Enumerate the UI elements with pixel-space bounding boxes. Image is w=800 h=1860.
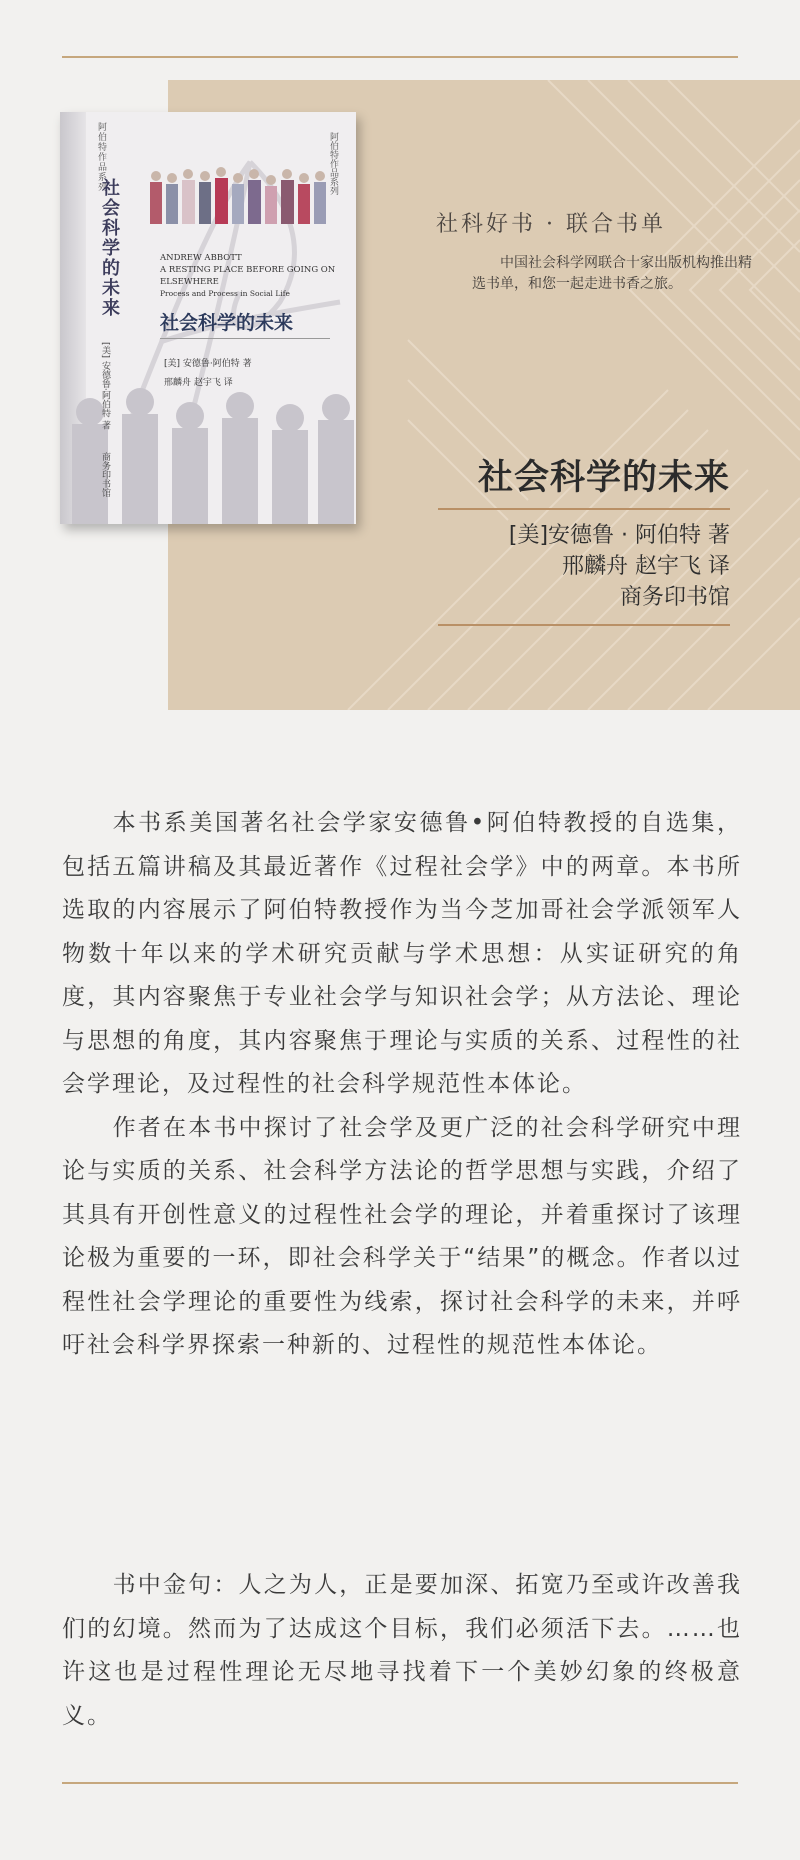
- book-meta: [438, 520, 730, 613]
- book-title: 社会科学的未来: [477, 458, 730, 498]
- book-series-vertical: 阿伯特作品系列: [96, 122, 106, 192]
- meta-rule: [438, 624, 730, 626]
- book-subtitle-en: Process and Process in Social Life: [160, 289, 290, 298]
- book-author-en: ANDREW ABBOTT: [160, 253, 242, 263]
- top-divider: [62, 56, 738, 58]
- book-translator-zh: 邢麟舟 赵宇飞 译: [164, 378, 233, 388]
- book-title-en: A RESTING PLACE BEFORE GOING ON ELSEWHERE: [160, 265, 336, 287]
- book-author-zh: [美] 安德鲁·阿伯特 著: [164, 359, 252, 369]
- book-series-right: 阿伯特作品系列: [328, 132, 338, 195]
- book-cover: [60, 112, 356, 524]
- people-illustration: [150, 162, 330, 252]
- series-heading: [436, 207, 756, 238]
- quote-paragraph: 书中金句：人之为人，正是要加深、拓宽乃至或许改善我们的幻境。然而为了达成这个目标，我们必须活下去。……也许这也是过程性理论无尽地寻找着下一个美妙幻象的终极意义。: [62, 1572, 742, 1729]
- description-paragraph-2: 作者在本书中探讨了社会学及更广泛的社会科学研究中理论与实质的关系、社会科学方法论的哲学思想与实践，介绍了其具有开创性意义的过程性社会学的理论，并着重探讨了该理论极为重要的一环，即社会科学关于“结果”的概念。作者以过程性社会学理论的重要性为线索，探讨社会科学的未来，并呼吁社会科学界探索一种新的、过程性的规范性本体论。: [62, 1114, 742, 1358]
- book-author-vertical: [美] 安德鲁·阿伯特 著: [100, 342, 110, 430]
- book-description: [62, 802, 742, 1368]
- golden-quote: [62, 1564, 742, 1738]
- book-translator: 邢麟舟 赵宇飞 译: [562, 554, 730, 579]
- book-publisher-vertical: 商务印书馆: [100, 452, 110, 497]
- bottom-divider: [62, 1782, 738, 1784]
- book-title-rule: [160, 338, 330, 339]
- series-label: 社科好书 · 联合书单: [436, 212, 666, 237]
- title-rule: [438, 508, 730, 510]
- book-title-vertical: 社会科学的未来: [99, 178, 120, 318]
- book-english-title: [160, 252, 350, 300]
- book-publisher: 商务印书馆: [619, 585, 730, 610]
- description-paragraph-1: 本书系美国著名社会学家安德鲁•阿伯特教授的自选集，包括五篇讲稿及其最近著作《过程社会学》中的两章。本书所选取的内容展示了阿伯特教授作为当今芝加哥社会学派领军人物数十年以来的学术研究贡献与学术思想：从实证研究的角度，其内容聚焦于专业社会学与知识社会学；从方法论、理论与思想的角度，其内容聚焦于理论与实质的关系、过程性的社会学理论，及过程性的社会科学规范性本体论。: [62, 810, 742, 1097]
- series-description: 中国社会科学网联合十家出版机构推出精选书单，和您一起走进书香之旅。: [472, 255, 752, 292]
- book-author: [美]安德鲁 · 阿伯特 著: [508, 523, 730, 548]
- book-title-zh: 社会科学的未来: [160, 312, 294, 334]
